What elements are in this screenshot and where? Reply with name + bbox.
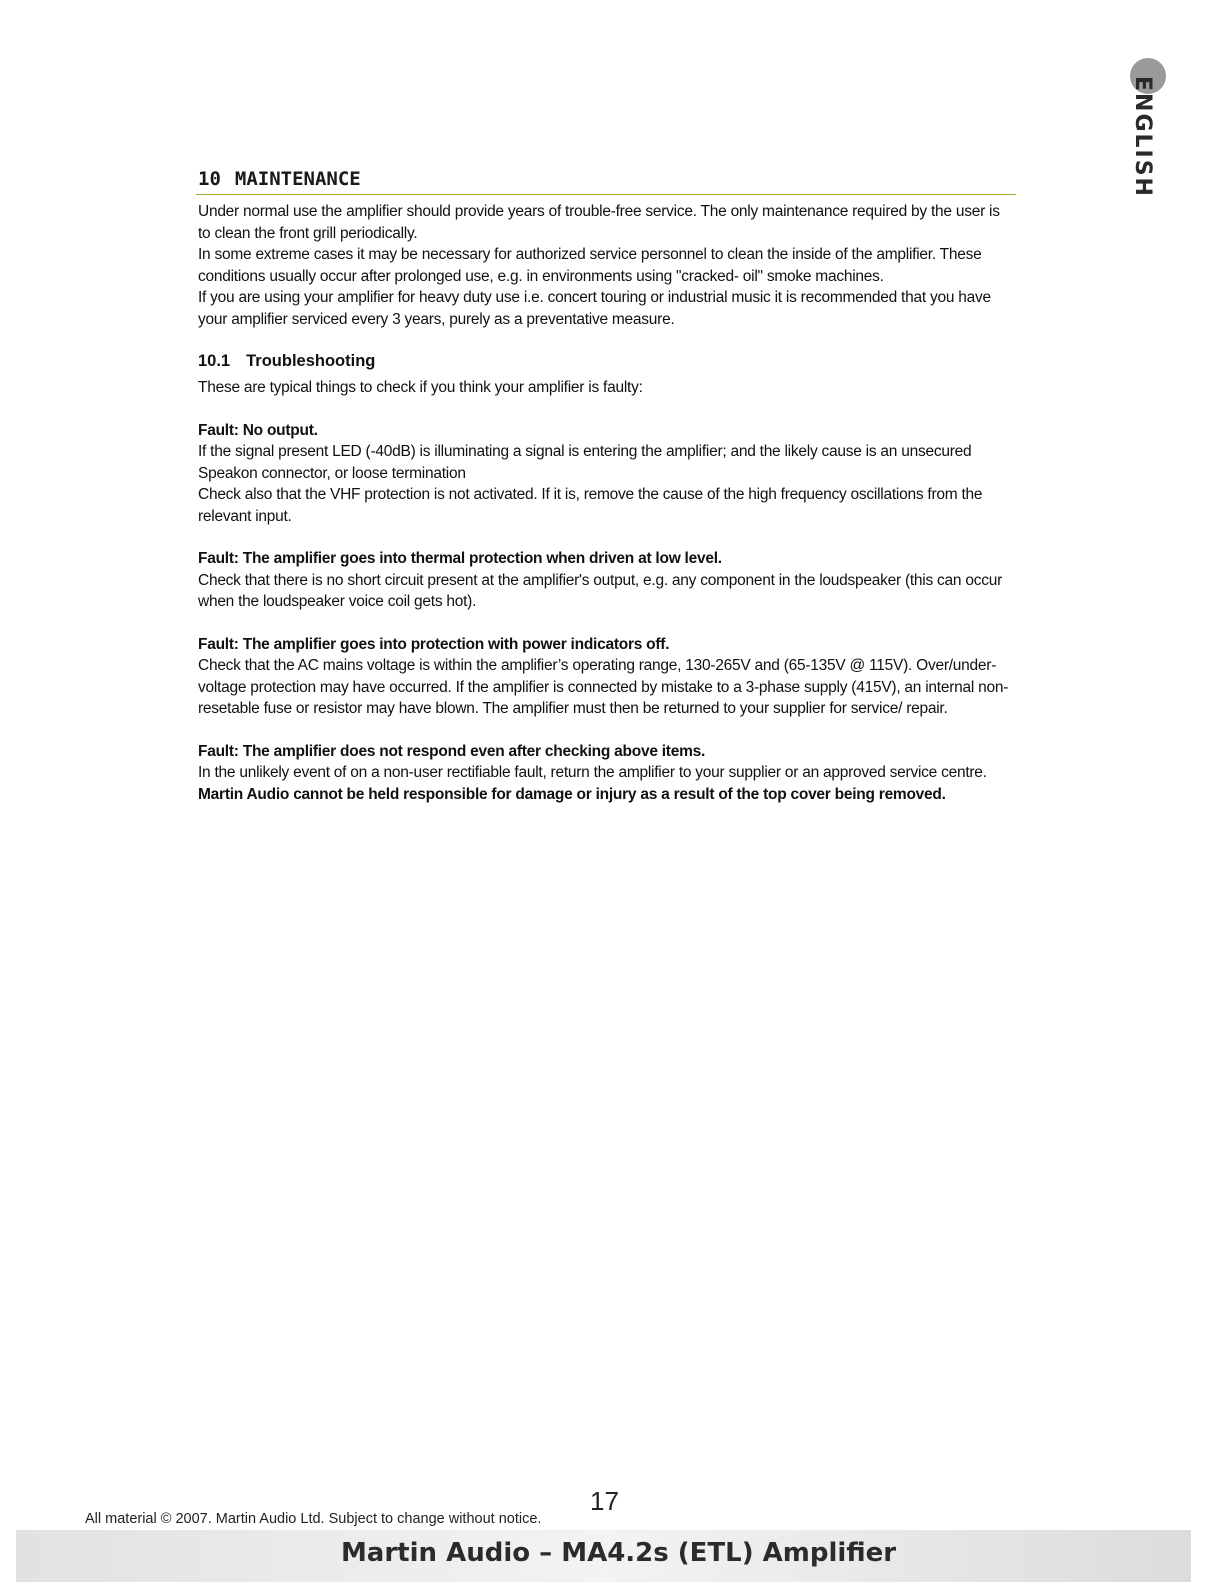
fault-title: Fault: No output. [198,421,318,439]
fault-title: Fault: The amplifier does not respond even after checking above items. [198,742,706,760]
fault-title: Fault: The amplifier goes into protection with power indicators off. [198,635,670,653]
page-number: 17 [590,1486,619,1516]
fault-text: Check that the AC mains voltage is within the amplifier’s operating range, 130-265V and (65-135V @ 115V). Over/under-voltage protection may have occurred. If the amplifier is connected by mistake to a 3-phase supply (415V), an internal non-resetable fuse or resistor may have blown. The amplifier must then be returned to your supplier for service/ repair. [198,657,1009,717]
fault-title: Fault: The amplifier goes into thermal protection when driven at low level. [198,550,722,567]
fault-block [198,420,1016,528]
fault-block [198,634,1016,720]
subsection-title: Troubleshooting [246,352,376,370]
footer-bar [16,1530,1191,1582]
intro-paragraph-2: In some extreme cases it may be necessary for authorized service personnel to clean the inside of the amplifier. These conditions usually occur after prolonged use, e.g. in environments using "cracked- oil" smoke machines. [198,246,982,285]
language-label: ENGLISH [1130,76,1155,198]
disclaimer: Martin Audio cannot be held responsible for damage or injury as a result of the top cover being removed. [198,785,946,803]
subsection-heading [198,352,1016,371]
footer-title: Martin Audio – MA4.2s (ETL) Amplifier [340,1538,897,1568]
troubleshooting-intro: These are typical things to check if you think your amplifier is faulty: [198,379,643,396]
document-content [198,168,1016,805]
fault-text: If the signal present LED (-40dB) is illuminating a signal is entering the amplifier; and the likely cause is an unsecured Speakon connector, or loose termination [198,443,972,482]
fault-block [198,741,1016,806]
fault-text: In the unlikely event of on a non-user rectifiable fault, return the amplifier to your supplier or an approved service centre. [198,764,987,781]
section-number: 10 [198,168,221,190]
language-tab [1124,54,1172,198]
section-intro [198,201,1016,330]
fault-text: Check that there is no short circuit present at the amplifier's output, e.g. any component in the loudspeaker (this can occur when the loudspeaker voice coil gets hot). [198,571,1002,610]
section-heading [196,168,1016,195]
intro-paragraph-1: Under normal use the amplifier should provide years of trouble-free service. The only maintenance required by the user is to clean the front grill periodically. [198,203,1000,242]
subsection-number: 10.1 [198,352,231,370]
fault-text: Check also that the VHF protection is not activated. If it is, remove the cause of the high frequency oscillations from the relevant input. [198,486,983,525]
fault-block [198,548,1016,613]
copyright-notice: All material © 2007. Martin Audio Ltd. Subject to change without notice. [85,1511,542,1527]
intro-paragraph-3: If you are using your amplifier for heavy duty use i.e. concert touring or industrial music it is recommended that you have your amplifier serviced every 3 years, purely as a preventative measure. [198,289,991,328]
section-title: MAINTENANCE [234,168,361,190]
